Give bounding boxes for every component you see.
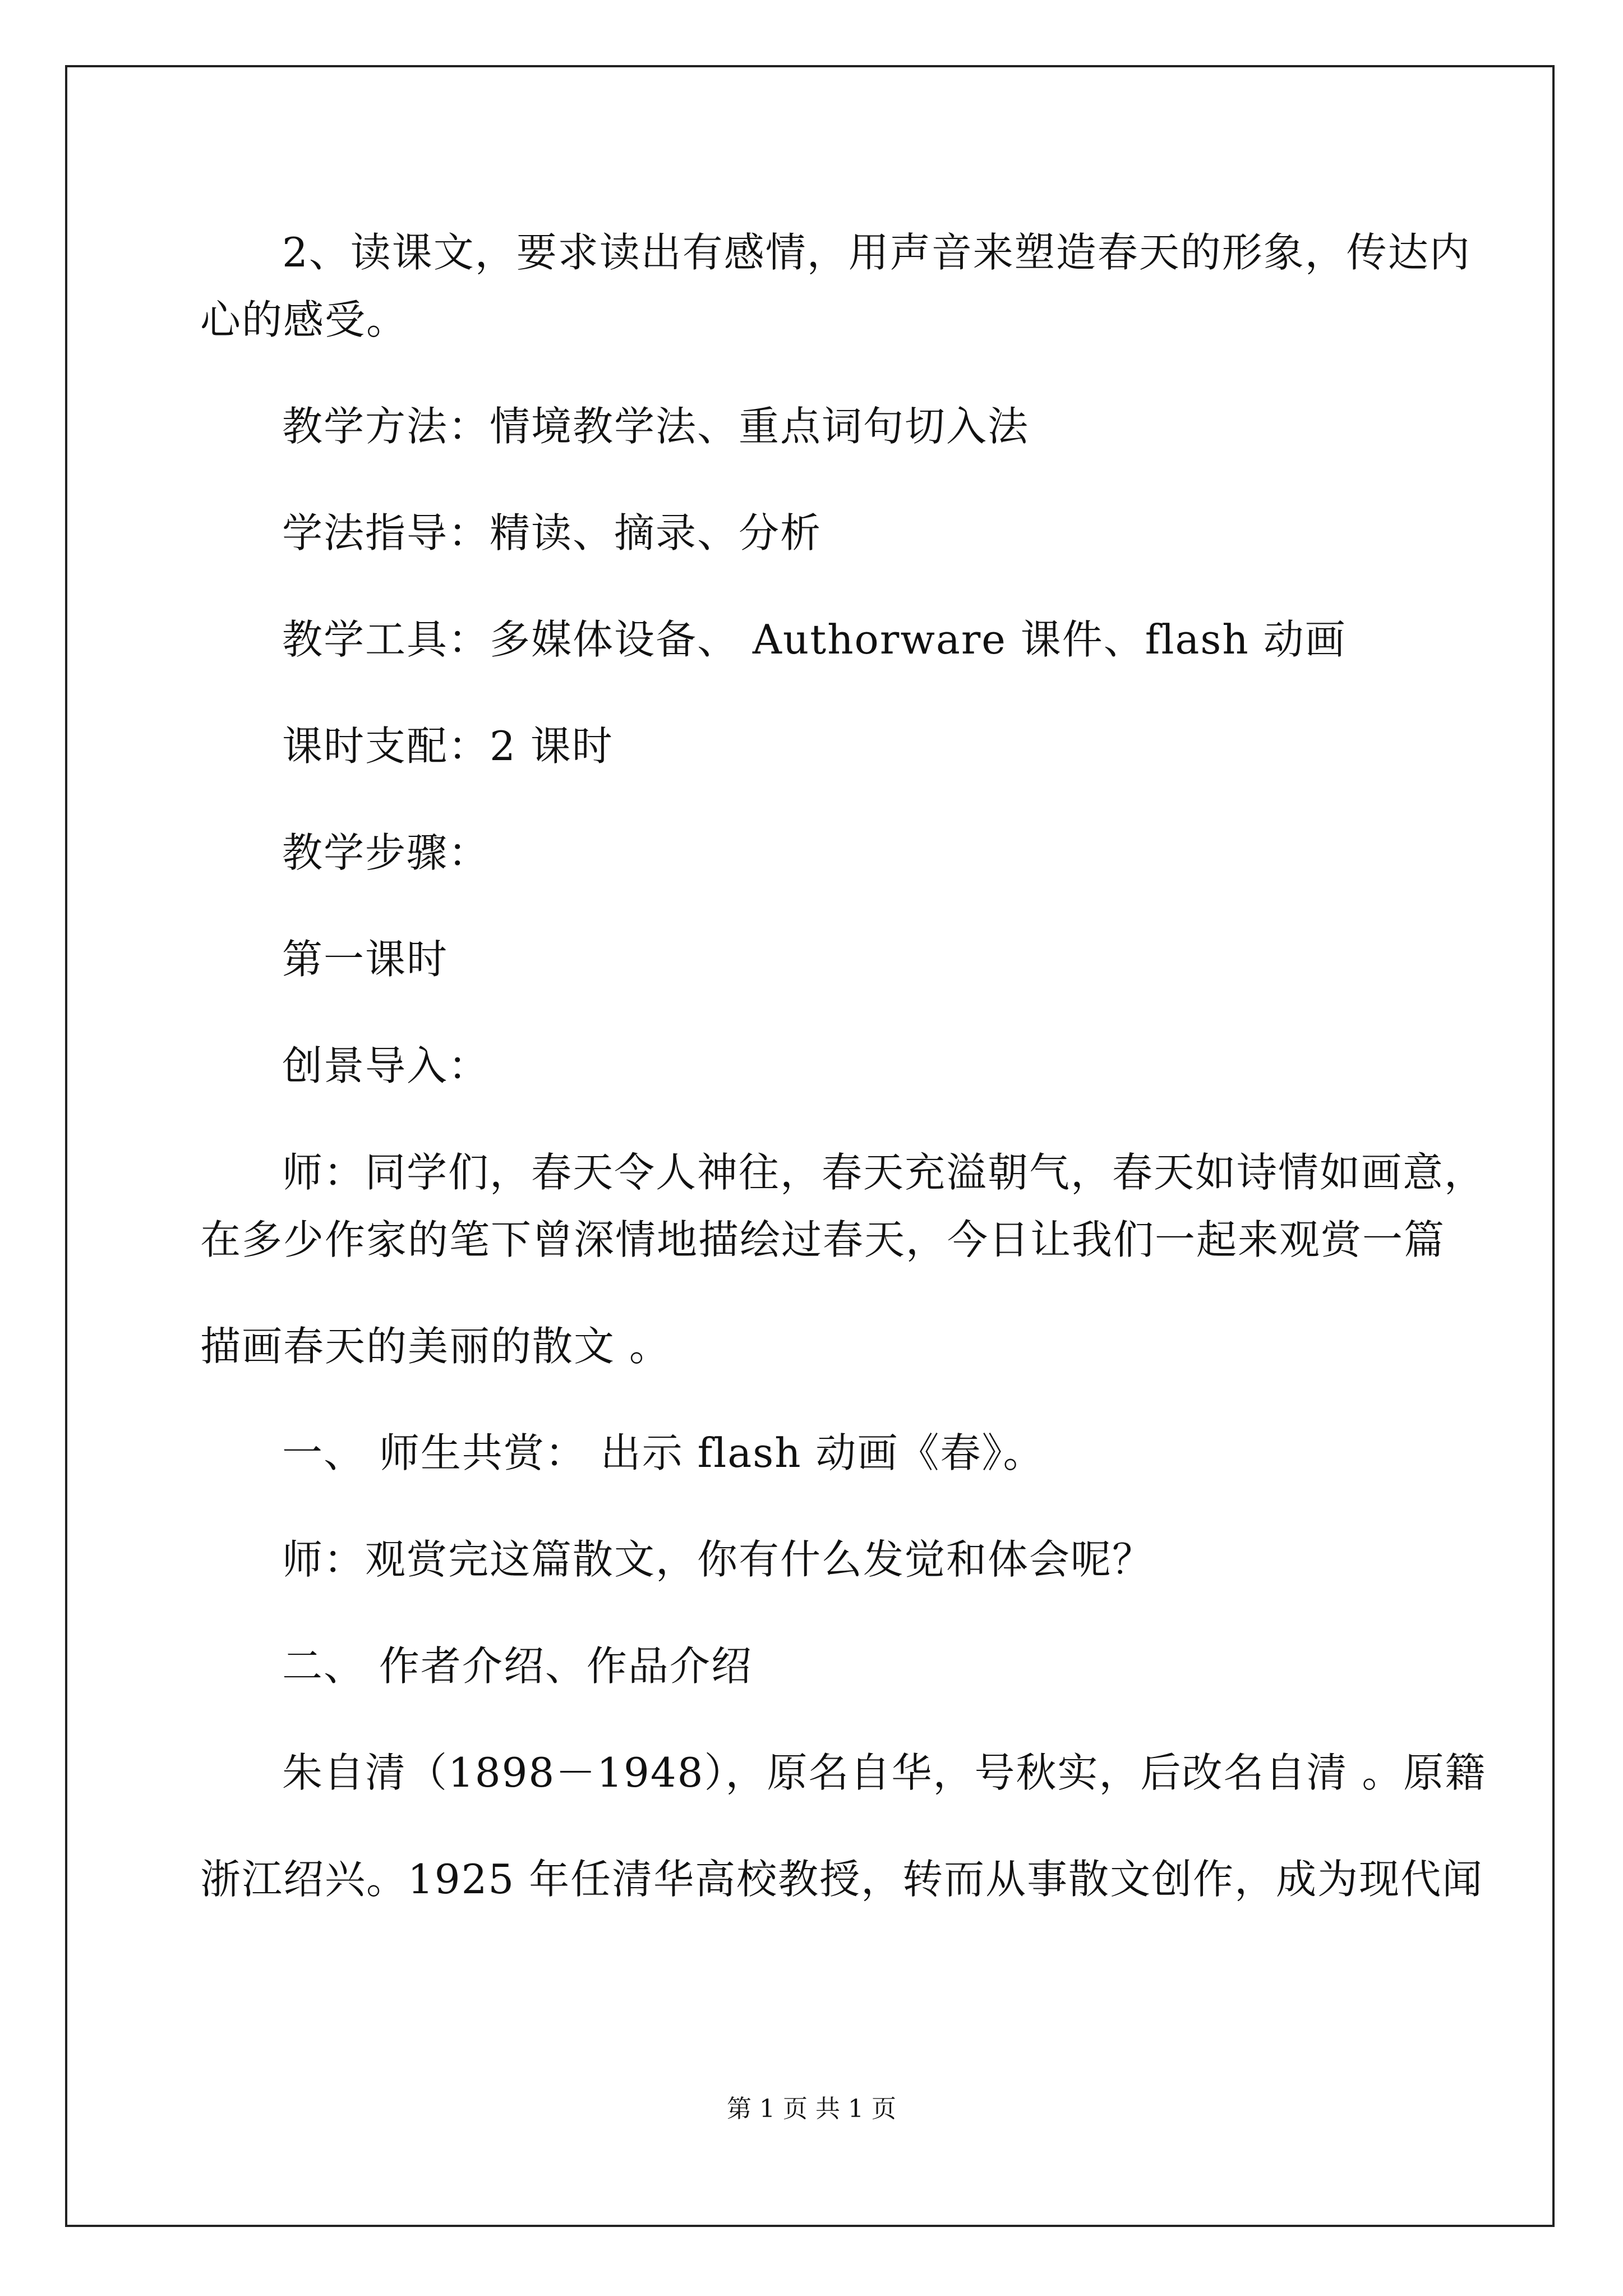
- page-footer: 第 1 页 共 1 页: [727, 2095, 896, 2123]
- text-line: 课时支配：2 课时: [282, 723, 614, 770]
- text-line: 2、读课文，要求读出有感情，用声音来塑造春天的形象，传达内: [282, 229, 1471, 276]
- text-line: 教学步骤：: [282, 829, 490, 876]
- text-line: 创景导入：: [282, 1042, 490, 1089]
- text-line: 师：观赏完这篇散文，你有什么发觉和体会呢？: [282, 1536, 1154, 1583]
- text-line: 第一课时: [282, 936, 449, 983]
- text-line: 在多少作家的笔下曾深情地描绘过春天，今日让我们一起来观赏一篇: [200, 1216, 1446, 1263]
- text-line: 师：同学们，春天令人神往，春天充溢朝气，春天如诗情如画意，: [282, 1149, 1486, 1196]
- text-line: 浙江绍兴。1925 年任清华高校教授，转而从事散文创作，成为现代闻: [200, 1856, 1484, 1903]
- text-line: 教学工具：多媒体设备、 Authorware 课件、flash 动画: [282, 616, 1347, 663]
- text-line: 学法指导：精读、摘录、分析: [282, 509, 822, 556]
- text-line: 一、 师生共赏： 出示 flash 动画《春》。: [282, 1429, 1045, 1476]
- text-line: 二、 作者介绍、作品介绍: [282, 1642, 753, 1690]
- text-line: 教学方法：情境教学法、重点词句切入法: [282, 403, 1030, 450]
- text-line: 朱自清（1898－1948），原名自华，号秋实，后改名自清 。原籍: [282, 1749, 1487, 1796]
- text-line: 描画春天的美丽的散文 。: [200, 1323, 671, 1370]
- text-line: 心的感受。: [200, 296, 408, 343]
